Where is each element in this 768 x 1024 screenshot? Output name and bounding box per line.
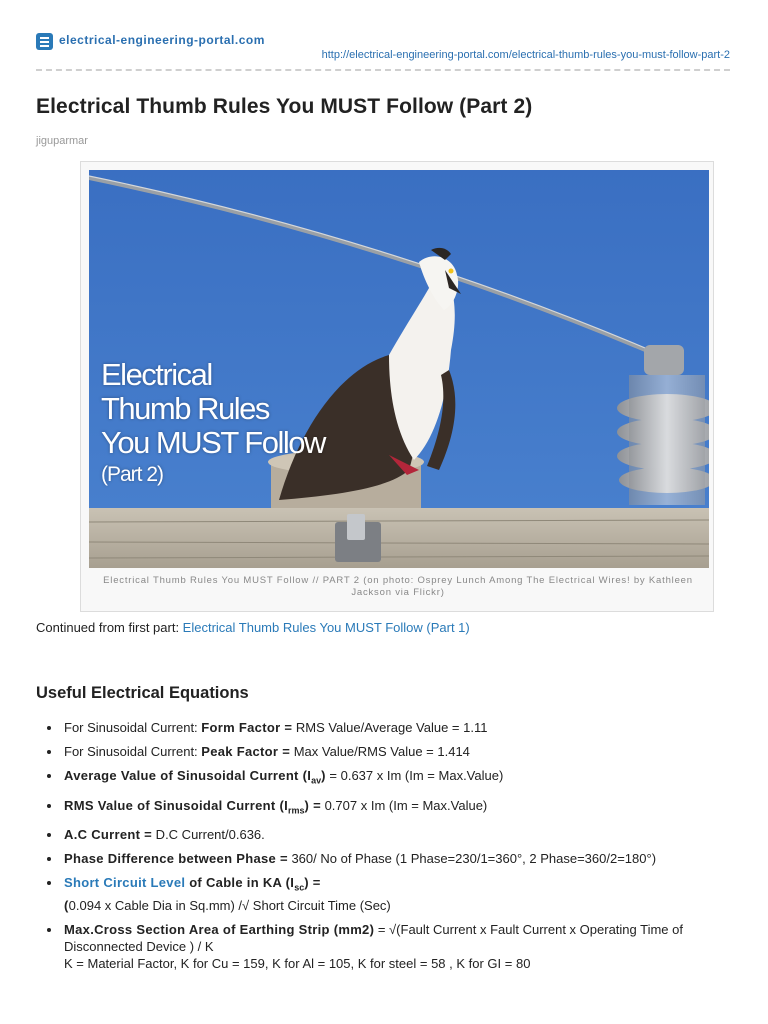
- equation-formula: 0.094 x Cable Dia in Sq.mm) /√ Short Circuit Time (Sec): [68, 897, 391, 913]
- equation-term-end: ) =: [304, 797, 321, 813]
- short-circuit-level-link[interactable]: Short Circuit Level: [64, 875, 186, 891]
- section-title: Useful Electrical Equations: [36, 684, 249, 702]
- document-icon: [36, 33, 53, 50]
- equation-formula: RMS Value/Average Value = 1.11: [292, 720, 488, 735]
- list-item: [36, 874, 716, 914]
- equation-subscript: sc: [294, 882, 305, 893]
- page-title: Electrical Thumb Rules You MUST Follow (Part 2): [36, 95, 533, 118]
- equation-context: For Sinusoidal Current:: [64, 744, 202, 759]
- equation-subscript: rms: [288, 805, 305, 816]
- continued-prefix: Continued from first part:: [36, 620, 183, 635]
- overlay-subtitle: (Part 2): [101, 463, 164, 486]
- header-divider: [36, 69, 730, 71]
- continued-note: [36, 620, 470, 635]
- list-item: [36, 767, 716, 790]
- equation-term: of Cable in KA (I: [185, 875, 295, 891]
- equation-term-end: ) =: [304, 875, 321, 891]
- equation-paren: (: [64, 897, 69, 913]
- list-item: [36, 826, 716, 843]
- featured-figure: [80, 161, 714, 612]
- equation-term: Form Factor =: [201, 720, 293, 735]
- equation-term: Max.Cross Section Area of Earthing Strip (mm2): [64, 921, 375, 937]
- author-name: jiguparmar: [36, 135, 88, 147]
- overlay-line: You MUST Follow: [101, 425, 325, 460]
- list-item: [36, 743, 716, 760]
- figure-caption: Electrical Thumb Rules You MUST Follow // PART 2 (on photo: Osprey Lunch Among The Electrical Wires! by Kathleen Jackson via Flickr): [103, 575, 693, 598]
- equation-subscript: av: [311, 775, 322, 786]
- equation-term: RMS Value of Sinusoidal Current (I: [64, 797, 289, 813]
- site-header: [36, 32, 730, 72]
- source-url-link[interactable]: http://electrical-engineering-portal.com/electrical-thumb-rules-you-must-follow-part-2: [321, 49, 730, 61]
- overlay-line: Thumb Rules: [101, 391, 269, 426]
- equation-note: K = Material Factor, K for Cu = 159, K for Al = 105, K for steel = 58 , K for GI = 80: [64, 955, 531, 971]
- equation-list: [36, 719, 716, 979]
- equation-formula: 360/ No of Phase (1 Phase=230/1=360°, 2 Phase=360/2=180°): [287, 851, 657, 867]
- equation-formula: Max Value/RMS Value = 1.414: [290, 744, 470, 759]
- equation-term: Average Value of Sinusoidal Current (I: [64, 768, 312, 783]
- equation-term: Peak Factor =: [201, 744, 291, 759]
- equation-formula: 0.707 x Im (Im = Max.Value): [320, 797, 488, 813]
- equation-term: A.C Current =: [64, 827, 153, 843]
- equation-context: For Sinusoidal Current:: [64, 720, 202, 735]
- overlay-line: Electrical: [101, 357, 212, 392]
- list-item: [36, 797, 716, 820]
- equation-formula: = 0.637 x Im (Im = Max.Value): [325, 768, 504, 783]
- list-item: [36, 921, 716, 972]
- photo-overlay-title: [101, 358, 325, 490]
- part-1-link[interactable]: Electrical Thumb Rules You MUST Follow (Part 1): [182, 620, 470, 635]
- list-item: [36, 719, 716, 736]
- equation-formula: D.C Current/0.636.: [152, 827, 265, 843]
- site-name[interactable]: electrical-engineering-portal.com: [59, 33, 265, 47]
- list-item: [36, 850, 716, 867]
- featured-photo: [89, 170, 709, 568]
- equation-term: Phase Difference between Phase =: [64, 851, 288, 867]
- equation-term-end: ): [321, 768, 326, 783]
- equation-formula: = √(Fault Current x Fault Current x Operating Time of Disconnected Device ) / K: [64, 921, 683, 954]
